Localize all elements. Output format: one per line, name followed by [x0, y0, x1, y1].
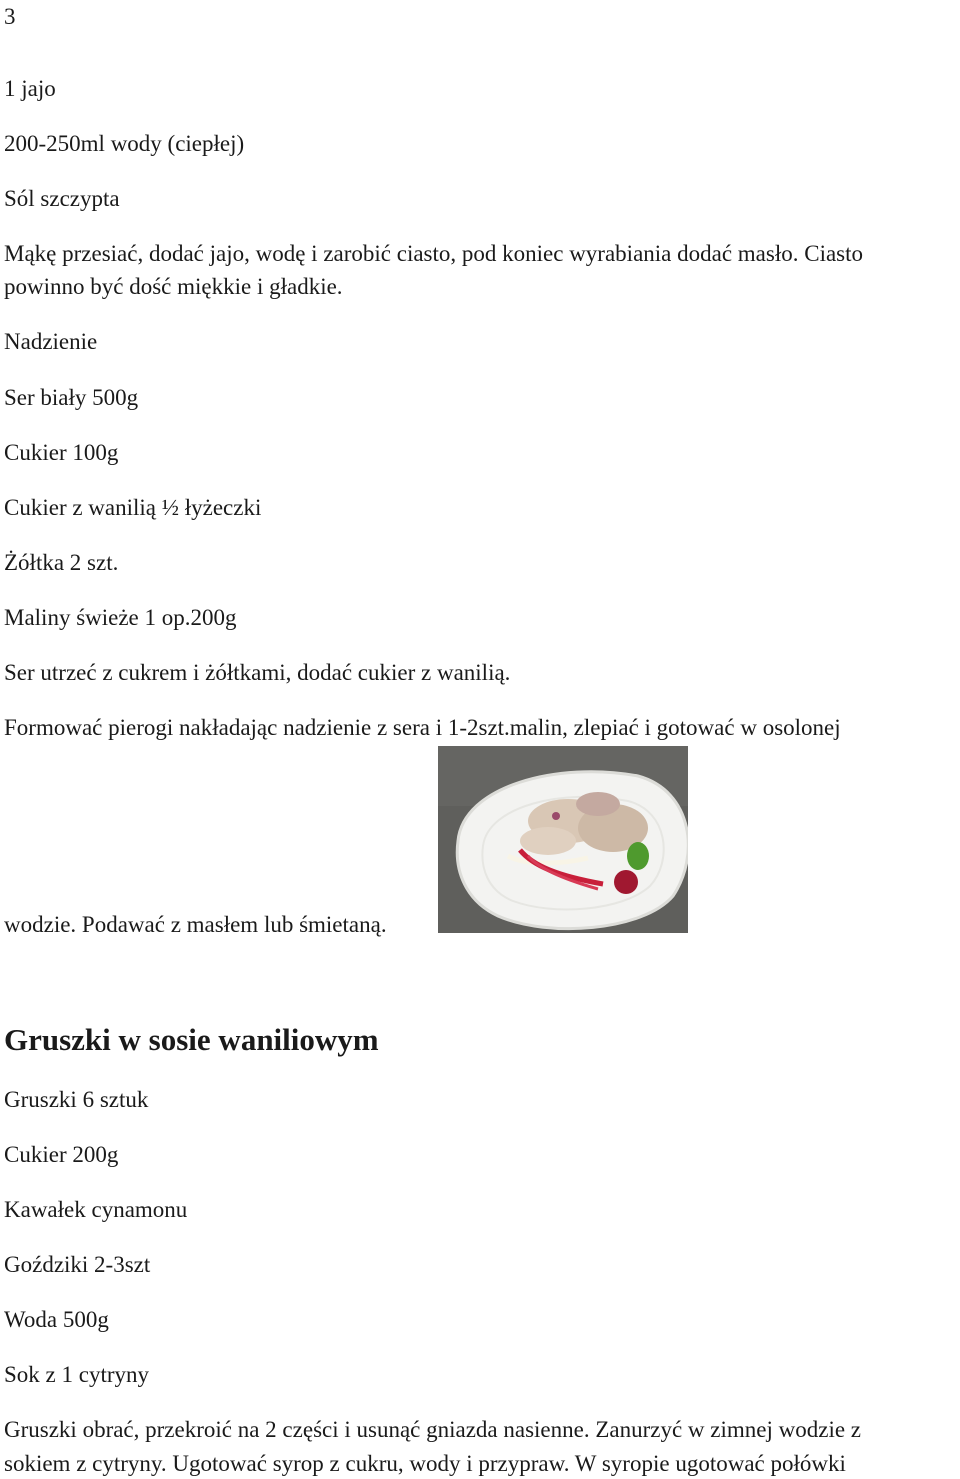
pears-ingredient: Kawałek cynamonu	[4, 1197, 188, 1222]
pears-ingredient: Woda 500g	[4, 1307, 109, 1332]
pears-title: Gruszki w sosie waniliowym	[4, 1022, 379, 1057]
plate	[457, 772, 688, 929]
filling-step: wodzie. Podawać z masłem lub śmietaną.	[4, 912, 387, 937]
page-number: 3	[4, 4, 16, 29]
pears-ingredient: Goździki 2-3szt	[4, 1252, 151, 1277]
filling-ingredient: Maliny świeże 1 op.200g	[4, 605, 237, 630]
filling-step: Ser utrzeć z cukrem i żółtkami, dodać cukier z wanilią.	[4, 660, 511, 685]
dough-ingredient: 1 jajo	[4, 76, 56, 101]
pierogi-photo-drawing	[438, 746, 688, 933]
mint-leaf	[627, 842, 649, 870]
pears-method-line: Gruszki obrać, przekroić na 2 części i usunąć gniazda nasienne. Zanurzyć w zimnej wodzie z	[4, 1417, 862, 1442]
filling-step: Formować pierogi nakładając nadzienie z sera i 1-2szt.malin, zlepiać i gotować w osolonej	[4, 715, 841, 740]
dough-ingredient: 200-250ml wody (ciepłej)	[4, 131, 245, 156]
raspberry-filling	[552, 812, 560, 820]
filling-ingredient: Żółtka 2 szt.	[4, 550, 119, 575]
pears-ingredient: Cukier 200g	[4, 1142, 119, 1167]
dumpling	[576, 792, 620, 816]
pears-method-line: sokiem z cytryny. Ugotować syrop z cukru, wody i przypraw. W syropie ugotować połówki	[4, 1451, 846, 1476]
dough-method-line: Mąkę przesiać, dodać jajo, wodę i zarobić ciasto, pod koniec wyrabiania dodać masło. Ciasto	[4, 241, 864, 266]
dumpling	[520, 827, 576, 855]
raspberry	[614, 870, 638, 894]
filling-ingredient: Ser biały 500g	[4, 385, 139, 410]
dough-ingredient: Sól szczypta	[4, 186, 120, 211]
filling-ingredient: Cukier 100g	[4, 440, 119, 465]
dough-method-line: powinno być dość miękkie i gładkie.	[4, 274, 343, 299]
pears-ingredient: Sok z 1 cytryny	[4, 1362, 150, 1387]
filling-title: Nadzienie	[4, 329, 98, 354]
pears-ingredient: Gruszki 6 sztuk	[4, 1087, 149, 1112]
pierogi-photo	[438, 746, 688, 933]
filling-ingredient: Cukier z wanilią ½ łyżeczki	[4, 495, 262, 520]
